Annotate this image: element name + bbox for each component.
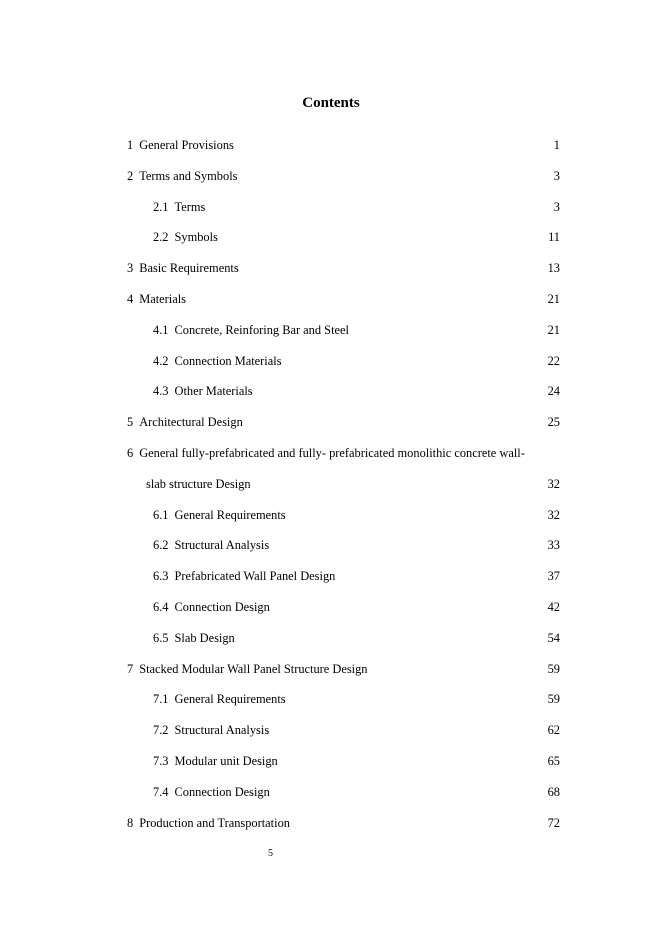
- toc-entry-number: 6.3: [153, 569, 169, 584]
- toc-entry-number: 5: [127, 415, 134, 430]
- toc-entry: [127, 381, 560, 412]
- toc-entry-page: 59: [547, 689, 560, 709]
- toc-entry-title: Symbols: [174, 230, 218, 245]
- toc-entry-number: 6.5: [153, 630, 169, 645]
- toc-entry-title-continuation: slab structure Design: [146, 476, 251, 491]
- toc-entry: [127, 443, 560, 474]
- toc-entry-title: Structural Analysis: [174, 723, 270, 738]
- toc-entry: [127, 689, 560, 720]
- toc-entry-page: 42: [547, 597, 560, 617]
- table-of-contents: [127, 135, 560, 843]
- toc-entry-title: Terms and Symbols: [139, 168, 238, 183]
- toc-entry-page: 37: [547, 566, 560, 586]
- toc-entry-page: 72: [547, 813, 560, 833]
- toc-entry: [127, 258, 560, 289]
- toc-entry: [127, 628, 560, 659]
- toc-entry: [127, 597, 560, 628]
- toc-entry-number: 7.2: [153, 723, 169, 738]
- toc-entry-number: 2: [127, 168, 134, 183]
- toc-entry-title: Prefabricated Wall Panel Design: [174, 569, 336, 584]
- toc-entry-title: Other Materials: [174, 384, 253, 399]
- toc-entry-title: Connection Design: [174, 784, 270, 799]
- toc-entry-page: 11: [547, 227, 560, 247]
- toc-entry-page: 62: [547, 720, 560, 740]
- toc-entry-number: 4: [127, 291, 134, 306]
- toc-entry: [127, 813, 560, 844]
- toc-entry: [127, 351, 560, 382]
- toc-entry-page: 1: [553, 135, 560, 155]
- toc-entry-page: 59: [547, 659, 560, 679]
- toc-entry-page: 25: [547, 412, 560, 432]
- contents-title: Contents: [302, 95, 360, 111]
- toc-entry: [127, 659, 560, 690]
- toc-entry-continuation: [127, 474, 560, 505]
- toc-entry-title: General Requirements: [174, 692, 286, 707]
- toc-entry-title: Materials: [139, 291, 186, 306]
- toc-entry-title: Terms: [174, 199, 206, 214]
- toc-entry: [127, 535, 560, 566]
- toc-entry: [127, 135, 560, 166]
- toc-entry-title: Slab Design: [174, 630, 235, 645]
- toc-entry-number: 4.3: [153, 384, 169, 399]
- toc-entry: [127, 782, 560, 813]
- toc-entry-page: 33: [547, 535, 560, 555]
- toc-entry-title: Structural Analysis: [174, 538, 270, 553]
- toc-entry-number: 2.1: [153, 199, 169, 214]
- toc-entry: [127, 227, 560, 258]
- toc-entry: [127, 166, 560, 197]
- toc-entry-number: 4.1: [153, 322, 169, 337]
- toc-entry: [127, 289, 560, 320]
- toc-entry-number: 2.2: [153, 230, 169, 245]
- toc-entry: [127, 751, 560, 782]
- toc-entry-page: 3: [553, 166, 560, 186]
- toc-entry-number: 3: [127, 261, 134, 276]
- toc-entry-page: 22: [547, 351, 560, 371]
- toc-entry-title: Connection Design: [174, 599, 270, 614]
- toc-entry-page: 13: [547, 258, 560, 278]
- toc-entry-number: 6: [127, 445, 134, 460]
- toc-entry-title: General Requirements: [174, 507, 286, 522]
- toc-entry: [127, 412, 560, 443]
- toc-entry-page: 24: [547, 381, 560, 401]
- toc-entry-page: 32: [547, 505, 560, 525]
- toc-entry-title: Concrete, Reinforing Bar and Steel: [174, 322, 349, 337]
- toc-entry-page: 21: [547, 320, 560, 340]
- toc-entry: [127, 320, 560, 351]
- toc-entry-title: General Provisions: [139, 138, 234, 152]
- toc-entry-title: Modular unit Design: [174, 753, 278, 768]
- toc-entry-page: 21: [547, 289, 560, 309]
- toc-entry-title: General fully-prefabricated and fully- prefabricated monolithic concrete wall-: [139, 445, 525, 460]
- toc-entry: [127, 505, 560, 536]
- toc-entry-number: 6.2: [153, 538, 169, 553]
- toc-entry-number: 6.1: [153, 507, 169, 522]
- toc-entry-page: 3: [553, 197, 560, 217]
- toc-entry-number: 8: [127, 815, 134, 830]
- toc-entry-number: 7.4: [153, 784, 169, 799]
- toc-entry-title: Basic Requirements: [139, 261, 239, 276]
- toc-entry: [127, 566, 560, 597]
- toc-entry: [127, 720, 560, 751]
- toc-entry-number: 1: [127, 138, 134, 152]
- toc-entry-page: 32: [547, 474, 560, 494]
- toc-entry-number: 4.2: [153, 353, 169, 368]
- toc-entry-number: 6.4: [153, 599, 169, 614]
- toc-entry-title: Connection Materials: [174, 353, 282, 368]
- toc-entry-number: 7: [127, 661, 134, 676]
- toc-entry-page: 68: [547, 782, 560, 802]
- toc-entry-page: 54: [547, 628, 560, 648]
- toc-entry: [127, 197, 560, 228]
- page-number: 5: [268, 848, 273, 859]
- toc-entry-title: Architectural Design: [139, 415, 243, 430]
- toc-entry-number: 7.3: [153, 753, 169, 768]
- toc-entry-page: 65: [547, 751, 560, 771]
- toc-entry-title: Production and Transportation: [139, 815, 290, 830]
- toc-entry-title: Stacked Modular Wall Panel Structure Design: [139, 661, 368, 676]
- toc-entry-number: 7.1: [153, 692, 169, 707]
